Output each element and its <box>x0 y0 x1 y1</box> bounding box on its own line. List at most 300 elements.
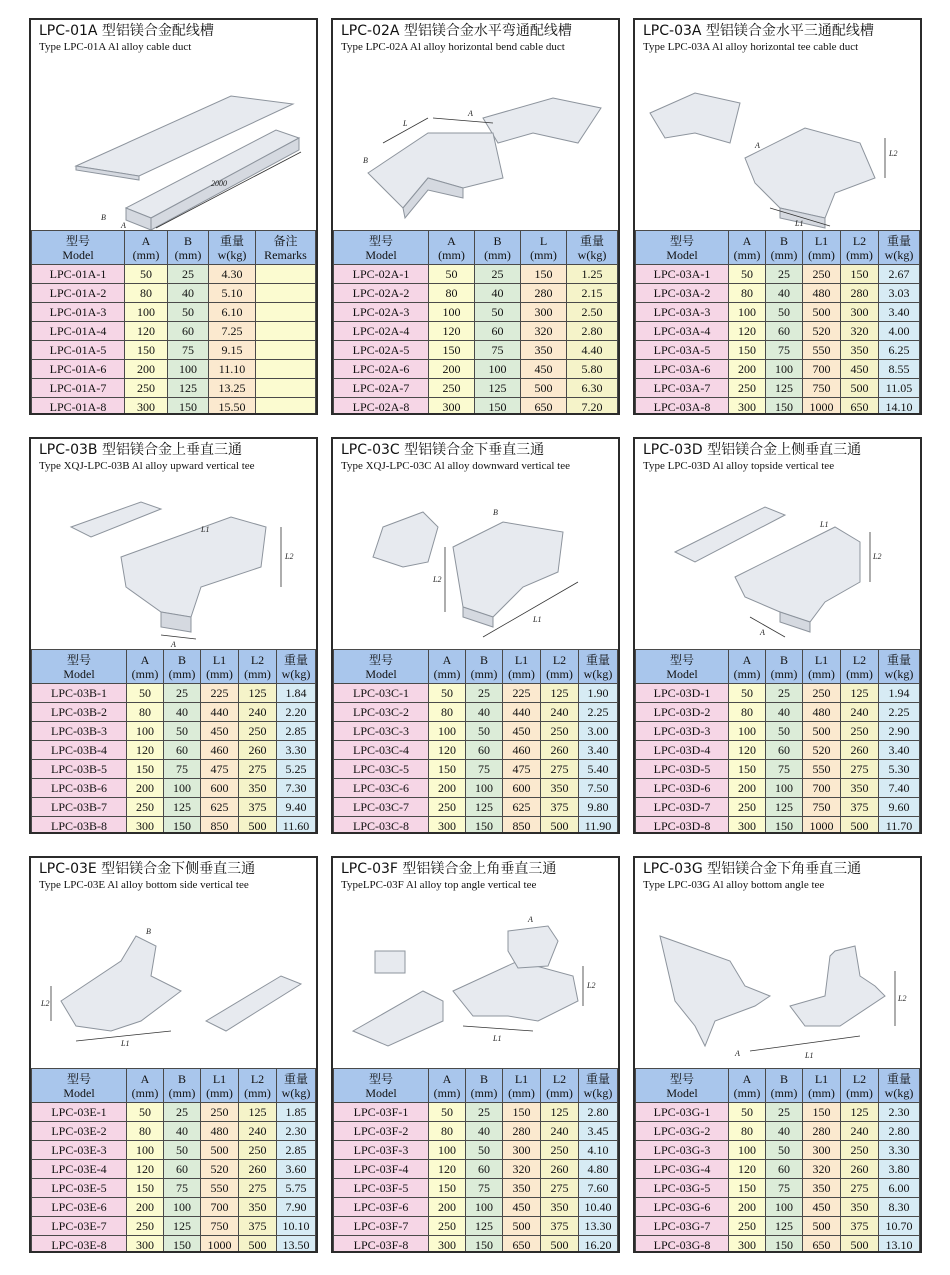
table-cell: LPC-01A-8 <box>32 398 125 416</box>
l1-label: L1 <box>493 1034 502 1043</box>
table-cell: 850 <box>201 817 239 835</box>
drawing-shape <box>375 951 405 973</box>
header-label: (mm) <box>546 1085 573 1100</box>
table-row <box>32 798 316 817</box>
header-label: Model <box>666 247 698 262</box>
table-cell: 50 <box>729 1103 766 1122</box>
table-cell: 375 <box>541 1217 579 1236</box>
table-cell: 300 <box>729 1236 766 1254</box>
table-cell: 250 <box>127 798 164 817</box>
table-cell: 9.15 <box>209 341 256 360</box>
table-cell: 5.80 <box>567 360 618 379</box>
b-label: B <box>146 927 151 936</box>
table-cell: 300 <box>729 817 766 835</box>
table-cell: 200 <box>127 779 164 798</box>
table-cell: LPC-03G-1 <box>636 1103 729 1122</box>
header-label: B <box>779 233 788 248</box>
table-row <box>636 684 920 703</box>
table-cell: 50 <box>475 303 521 322</box>
table-cell: 320 <box>803 1160 841 1179</box>
col-l2 <box>541 650 579 684</box>
table-row <box>334 798 618 817</box>
table-cell: 225 <box>503 684 541 703</box>
table-cell: 500 <box>239 817 277 835</box>
table-cell: 16.20 <box>579 1236 618 1254</box>
table-cell: 40 <box>164 1122 201 1141</box>
table-cell: 80 <box>127 1122 164 1141</box>
table-row <box>636 1103 920 1122</box>
table-cell: LPC-03E-2 <box>32 1122 127 1141</box>
table-cell: 250 <box>729 798 766 817</box>
col-a <box>125 231 168 265</box>
col-b <box>466 1069 503 1103</box>
table-row <box>334 760 618 779</box>
table-cell: 3.03 <box>879 284 920 303</box>
header-label: w(kg) <box>884 666 914 681</box>
table-cell: 150 <box>429 1179 466 1198</box>
header-label: (mm) <box>470 1085 498 1100</box>
table-cell: 275 <box>541 1179 579 1198</box>
header-label: 型号 <box>66 652 91 667</box>
spec-table <box>333 230 618 415</box>
panel-title: LPC-03B 型铝镁合金上垂直三通 <box>39 442 242 458</box>
table-cell: LPC-03B-6 <box>32 779 127 798</box>
panel-title: LPC-03G 型铝镁合金下角垂直三通 <box>643 861 862 877</box>
panel-title: LPC-01A 型铝镁合金配线槽 <box>39 23 214 39</box>
table-cell: 320 <box>503 1160 541 1179</box>
table-cell: 6.00 <box>879 1179 920 1198</box>
header-label: (mm) <box>484 247 511 262</box>
table-cell: 11.70 <box>879 817 920 835</box>
table-row <box>636 722 920 741</box>
cable-duct-drawing <box>31 68 316 230</box>
table-cell: 40 <box>475 284 521 303</box>
table-cell: 25 <box>766 265 803 284</box>
table-cell: 10.70 <box>879 1217 920 1236</box>
col-l1 <box>803 650 841 684</box>
header-label: Model <box>62 247 94 262</box>
table-cell: 850 <box>503 817 541 835</box>
table-cell: 200 <box>429 1198 466 1217</box>
table-cell: 100 <box>766 779 803 798</box>
table-cell: 240 <box>841 1122 879 1141</box>
table-cell: 50 <box>429 265 475 284</box>
header-label: (mm) <box>168 666 196 681</box>
table-cell: 300 <box>127 817 164 835</box>
table-cell: 300 <box>729 398 766 416</box>
table-cell: 50 <box>729 684 766 703</box>
table-cell: LPC-03F-7 <box>334 1217 429 1236</box>
l2-label: L2 <box>898 994 907 1003</box>
table-cell: 125 <box>239 1103 277 1122</box>
l1-label: L1 <box>121 1039 130 1048</box>
table-row <box>636 379 920 398</box>
header-label: (mm) <box>770 247 798 262</box>
drawing-shape <box>483 98 601 143</box>
table-cell: 5.30 <box>879 760 920 779</box>
table-cell: 2.50 <box>567 303 618 322</box>
table-cell: 250 <box>841 1141 879 1160</box>
table-cell: 3.40 <box>879 303 920 322</box>
header-label: 型号 <box>65 233 90 248</box>
table-cell: LPC-02A-6 <box>334 360 429 379</box>
table-cell: 275 <box>239 760 277 779</box>
l2-label: L2 <box>285 552 294 561</box>
drawing-shape <box>660 936 770 1046</box>
table-row <box>32 341 316 360</box>
header-label: Model <box>63 1085 95 1100</box>
header-label: A <box>447 233 456 248</box>
table-row <box>32 817 316 835</box>
header-label: 重量 <box>886 652 911 667</box>
table-cell: 260 <box>239 1160 277 1179</box>
table-cell: 50 <box>429 1103 466 1122</box>
header-label: L1 <box>212 652 227 667</box>
table-row <box>334 1236 618 1254</box>
header-label: 重量 <box>886 233 911 248</box>
table-cell: 4.40 <box>567 341 618 360</box>
table-cell: 375 <box>841 798 879 817</box>
table-cell: LPC-03D-4 <box>636 741 729 760</box>
header-label: (mm) <box>508 1085 535 1100</box>
table-cell: 9.40 <box>277 798 316 817</box>
table-cell: LPC-03D-1 <box>636 684 729 703</box>
header-label: 重量 <box>219 233 244 248</box>
table-cell: 2.30 <box>277 1122 316 1141</box>
product-panel-lpc-03c <box>331 437 620 834</box>
table-cell: 225 <box>201 684 239 703</box>
table-cell: 150 <box>429 341 475 360</box>
table-cell: 100 <box>466 1198 503 1217</box>
table-row <box>636 1236 920 1254</box>
table-cell: LPC-03G-6 <box>636 1198 729 1217</box>
header-label: (mm) <box>206 666 233 681</box>
table-row <box>636 798 920 817</box>
table-cell: 100 <box>127 1141 164 1160</box>
table-cell: 50 <box>766 303 803 322</box>
table-cell: 60 <box>766 1160 803 1179</box>
table-cell: LPC-03F-5 <box>334 1179 429 1198</box>
col-weight <box>277 1069 316 1103</box>
col-weight <box>209 231 256 265</box>
table-row <box>636 360 920 379</box>
table-cell: 80 <box>429 703 466 722</box>
table-cell: 500 <box>503 1217 541 1236</box>
table-cell: 60 <box>766 741 803 760</box>
table-cell: LPC-03E-7 <box>32 1217 127 1236</box>
table-cell: 350 <box>541 1198 579 1217</box>
table-cell: 250 <box>541 1141 579 1160</box>
table-cell: LPC-03A-4 <box>636 322 729 341</box>
table-cell: 100 <box>729 303 766 322</box>
table-row <box>334 1141 618 1160</box>
panel-subtitle: TypeLPC-03F Al alloy top angle vertical tee <box>341 879 537 891</box>
table-row <box>32 1122 316 1141</box>
bottom-angle-tee-drawing <box>635 906 920 1068</box>
drawing-shape <box>353 991 443 1046</box>
header-label: Model <box>365 666 397 681</box>
table-cell: LPC-03F-8 <box>334 1236 429 1254</box>
table-row <box>636 265 920 284</box>
table-cell: LPC-03C-6 <box>334 779 429 798</box>
table-cell: 320 <box>521 322 567 341</box>
table-cell: LPC-03G-3 <box>636 1141 729 1160</box>
table-cell: 550 <box>803 341 841 360</box>
table-cell: 280 <box>503 1122 541 1141</box>
table-cell: LPC-03B-8 <box>32 817 127 835</box>
table-cell: 125 <box>766 798 803 817</box>
col-a <box>429 1069 466 1103</box>
table-cell: 625 <box>201 798 239 817</box>
table-cell: LPC-03E-8 <box>32 1236 127 1254</box>
table-cell: 100 <box>766 1198 803 1217</box>
upward-vertical-tee-drawing <box>31 487 316 649</box>
table-cell: 100 <box>164 779 201 798</box>
table-cell: 260 <box>841 741 879 760</box>
table-cell: LPC-03E-5 <box>32 1179 127 1198</box>
dimension-line <box>463 1026 533 1031</box>
table-row <box>32 1141 316 1160</box>
table-cell: 50 <box>168 303 209 322</box>
table-cell: 2.15 <box>567 284 618 303</box>
table-cell: 14.10 <box>879 398 920 416</box>
table-cell: 100 <box>729 722 766 741</box>
header-label: A <box>140 1071 150 1086</box>
table-cell: 300 <box>521 303 567 322</box>
table-cell: 10.10 <box>277 1217 316 1236</box>
table-cell: 100 <box>466 779 503 798</box>
table-cell: 100 <box>429 722 466 741</box>
table-cell: 250 <box>127 1217 164 1236</box>
table-cell: 10.40 <box>579 1198 618 1217</box>
table-cell: 3.45 <box>579 1122 618 1141</box>
length-label: 2000 <box>211 179 227 188</box>
l1-label: L1 <box>795 219 804 228</box>
table-cell: 50 <box>127 684 164 703</box>
header-label: B <box>779 1071 788 1086</box>
table-cell: 5.25 <box>277 760 316 779</box>
table-cell: 4.10 <box>579 1141 618 1160</box>
table-cell: 750 <box>201 1217 239 1236</box>
table-row <box>32 322 316 341</box>
table-cell: 120 <box>429 741 466 760</box>
col-b <box>766 1069 803 1103</box>
header-label: 型号 <box>669 233 694 248</box>
table-cell: 5.10 <box>209 284 256 303</box>
table-cell: 75 <box>766 1179 803 1198</box>
table-cell: 80 <box>429 284 475 303</box>
table-cell: 25 <box>164 1103 201 1122</box>
table-cell: 150 <box>841 265 879 284</box>
table-cell: 250 <box>729 379 766 398</box>
header-label: (mm) <box>846 1085 873 1100</box>
table-row <box>334 379 618 398</box>
spec-table <box>635 649 920 834</box>
table-row <box>636 779 920 798</box>
table-cell: 250 <box>201 1103 239 1122</box>
table-cell: 480 <box>803 703 841 722</box>
l1-label: L1 <box>533 615 542 624</box>
a-label: A <box>735 1049 740 1058</box>
table-cell: 600 <box>503 779 541 798</box>
bottom-side-vertical-tee-drawing <box>31 906 316 1068</box>
col-l1 <box>803 1069 841 1103</box>
table-cell: LPC-02A-2 <box>334 284 429 303</box>
table-cell: 50 <box>466 1141 503 1160</box>
table-cell: LPC-03B-2 <box>32 703 127 722</box>
table-cell <box>256 360 316 379</box>
table-cell: 60 <box>466 1160 503 1179</box>
header-label: Model <box>666 1085 698 1100</box>
col-model <box>32 231 125 265</box>
header-label: L1 <box>814 1071 829 1086</box>
table-cell: 13.30 <box>579 1217 618 1236</box>
table-cell: 1.90 <box>579 684 618 703</box>
table-cell: 3.40 <box>579 741 618 760</box>
header-label: Model <box>365 1085 397 1100</box>
header-label: 重量 <box>283 652 308 667</box>
table-cell: 150 <box>164 817 201 835</box>
panel-subtitle: Type XQJ-LPC-03C Al alloy downward vertical tee <box>341 460 570 472</box>
table-cell: 50 <box>466 722 503 741</box>
table-row <box>636 284 920 303</box>
b-label: B <box>363 156 368 165</box>
table-cell: 3.00 <box>579 722 618 741</box>
table-cell: 1.25 <box>567 265 618 284</box>
spec-table <box>333 649 618 834</box>
header-label: B <box>479 1071 488 1086</box>
table-cell: 150 <box>729 1179 766 1198</box>
table-cell: 350 <box>841 779 879 798</box>
table-cell: 2.80 <box>579 1103 618 1122</box>
table-cell: 60 <box>475 322 521 341</box>
table-cell: LPC-03D-6 <box>636 779 729 798</box>
table-cell: 40 <box>766 284 803 303</box>
product-panel-lpc-03b <box>29 437 318 834</box>
header-label: (mm) <box>206 1085 233 1100</box>
table-row <box>334 1217 618 1236</box>
col-a <box>729 1069 766 1103</box>
table-cell: 500 <box>541 1236 579 1254</box>
table-cell: 200 <box>429 360 475 379</box>
table-cell: 1000 <box>201 1236 239 1254</box>
table-cell: 125 <box>541 684 579 703</box>
table-cell: 300 <box>841 303 879 322</box>
table-cell: 375 <box>541 798 579 817</box>
product-panel-lpc-03e <box>29 856 318 1253</box>
table-cell: 3.60 <box>277 1160 316 1179</box>
table-row <box>32 684 316 703</box>
col-model <box>334 1069 429 1103</box>
table-cell: 1000 <box>803 398 841 416</box>
table-cell: 40 <box>466 1122 503 1141</box>
panel-subtitle: Type LPC-03A Al alloy horizontal tee cable duct <box>643 41 859 53</box>
table-cell: LPC-03A-2 <box>636 284 729 303</box>
a-label: A <box>528 915 533 924</box>
product-panel-lpc-01a <box>29 18 318 415</box>
table-cell: 240 <box>239 1122 277 1141</box>
table-cell: 250 <box>803 684 841 703</box>
table-cell: 350 <box>239 779 277 798</box>
table-cell: 60 <box>766 322 803 341</box>
table-row <box>334 779 618 798</box>
table-cell: 275 <box>841 1179 879 1198</box>
table-cell: LPC-01A-7 <box>32 379 125 398</box>
table-cell: LPC-03C-5 <box>334 760 429 779</box>
table-cell: 150 <box>125 341 168 360</box>
header-label: Model <box>666 666 698 681</box>
l-label: L <box>403 119 408 128</box>
table-cell: 350 <box>803 1179 841 1198</box>
table-cell: 125 <box>164 1217 201 1236</box>
table-cell: 500 <box>803 303 841 322</box>
table-cell: LPC-03E-1 <box>32 1103 127 1122</box>
spec-table <box>31 1068 316 1253</box>
header-label: 型号 <box>669 652 694 667</box>
table-cell: 300 <box>127 1236 164 1254</box>
header-label: L1 <box>514 652 529 667</box>
panel-subtitle: Type XQJ-LPC-03B Al alloy upward vertical tee <box>39 460 255 472</box>
table-cell: 80 <box>429 1122 466 1141</box>
table-cell: 100 <box>168 360 209 379</box>
table-cell: LPC-03G-8 <box>636 1236 729 1254</box>
table-cell: LPC-03D-3 <box>636 722 729 741</box>
table-row <box>334 722 618 741</box>
table-cell: 75 <box>168 341 209 360</box>
header-label: (mm) <box>530 247 557 262</box>
table-cell: LPC-02A-7 <box>334 379 429 398</box>
header-label: (mm) <box>546 666 573 681</box>
table-cell: 50 <box>127 1103 164 1122</box>
drawing-shape <box>675 507 785 562</box>
table-cell: 650 <box>503 1236 541 1254</box>
table-cell: 520 <box>803 741 841 760</box>
table-row <box>32 1103 316 1122</box>
col-a <box>729 231 766 265</box>
table-cell: 240 <box>541 703 579 722</box>
table-cell: 500 <box>841 1236 879 1254</box>
table-cell: LPC-03F-6 <box>334 1198 429 1217</box>
table-cell: LPC-03A-1 <box>636 265 729 284</box>
header-label: 重量 <box>579 233 604 248</box>
table-cell: LPC-03A-7 <box>636 379 729 398</box>
table-cell: 750 <box>803 379 841 398</box>
header-label: B <box>479 652 488 667</box>
table-cell: LPC-01A-4 <box>32 322 125 341</box>
table-cell: 440 <box>201 703 239 722</box>
table-cell: 50 <box>429 684 466 703</box>
header-label: (mm) <box>808 247 835 262</box>
downward-vertical-tee-drawing <box>333 487 618 649</box>
table-cell: 40 <box>766 1122 803 1141</box>
table-cell: LPC-02A-8 <box>334 398 429 416</box>
table-cell: 120 <box>429 1160 466 1179</box>
horizontal-tee-drawing <box>635 68 920 230</box>
table-cell: 4.30 <box>209 265 256 284</box>
panel-subtitle: Type LPC-03D Al alloy topside vertical tee <box>643 460 835 472</box>
table-cell: 100 <box>429 1141 466 1160</box>
table-cell: 11.05 <box>879 379 920 398</box>
l2-label: L2 <box>587 981 596 990</box>
spec-table <box>635 1068 920 1253</box>
header-label: L2 <box>852 1071 867 1086</box>
col-a <box>729 650 766 684</box>
table-cell: LPC-03C-3 <box>334 722 429 741</box>
table-cell: LPC-03B-5 <box>32 760 127 779</box>
table-cell: LPC-03D-7 <box>636 798 729 817</box>
table-cell: 260 <box>239 741 277 760</box>
table-cell: 125 <box>841 1103 879 1122</box>
